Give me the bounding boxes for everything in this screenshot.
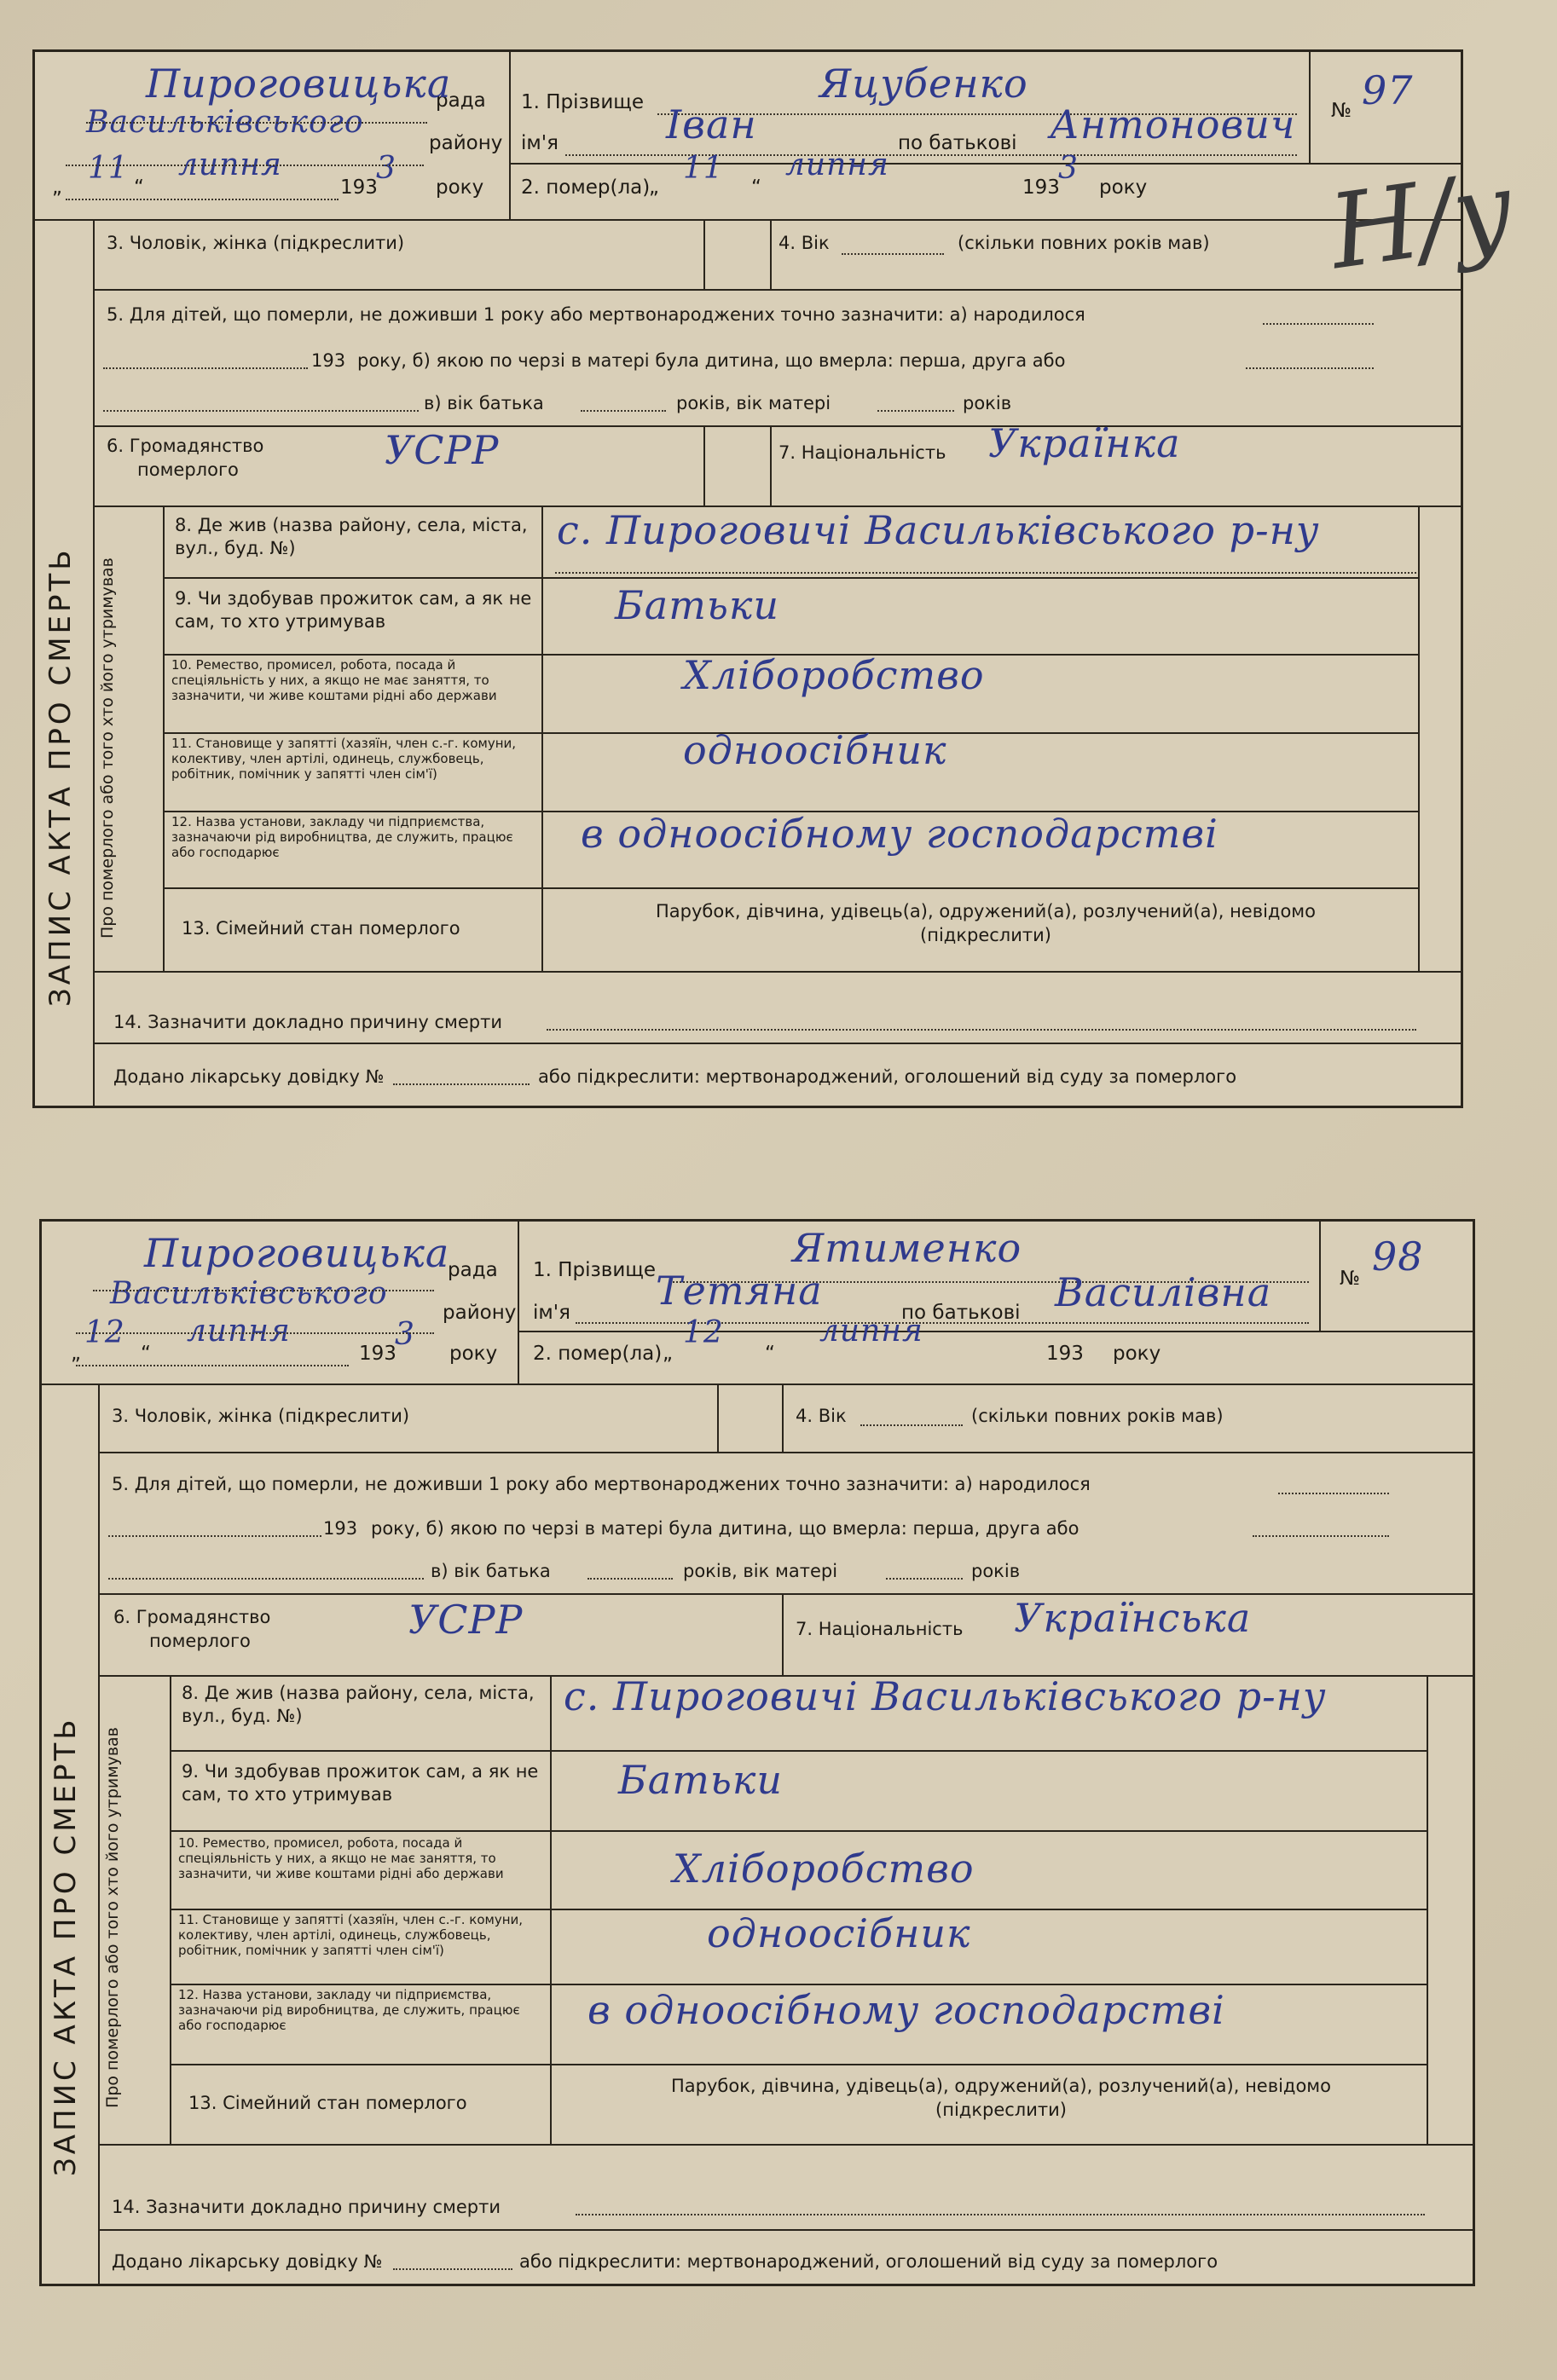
patronymic-value: Антонович: [1050, 101, 1296, 147]
residence-value: с. Пироговичі Васильківського р-ну: [557, 507, 1320, 553]
raion-label: району: [429, 132, 503, 154]
raion-value: Васильківського: [86, 105, 364, 140]
side-group-label: Про померлого або того хто його утримував: [98, 557, 117, 939]
record-day: 11: [88, 151, 129, 186]
death-month-value: липня: [785, 147, 889, 182]
status-value: одноосібник: [683, 727, 947, 773]
rada-label: рада: [436, 90, 486, 112]
record-month: липня: [178, 147, 282, 182]
workplace-value: в одноосібному господарстві: [581, 811, 1218, 857]
citizenship-value: УСРР: [385, 427, 500, 473]
death-record-form-98: рада Пироговицька району Васильківського „ 12 “ липня 193 3 року 1. Прізвище Ятименко ім'я Тетяна по батькові Василівна 2. помер(ла) „ 12 “ липня 193 року № 98 ЗАПИС АКТА ПРО СМЕРТЬ 3. Чоловік, жінка (підкреслити) 4. Вік (скільки повних років мав) 5. Для дітей, що померли, не доживши 1 року або мертвонароджених точно зазначити: а) народилося 193 року, б) якою по черзі в матері була дитина, що вмерла: перша, друга або в) вік батька років, вік матері років 6. Громадянство померлого УСРР 7. Національність Українська Про померлого або того хто його утримував 8. Де жив (назва району, села, міста, вул., буд. №) с. Пироговичі Васильківського р-ну 9. Чи здобував прожиток сам, а як не сам, то хто утримував Батьки 10. Ремество, промисел, робота, посада й спеціяльність у них, а якщо не має заняття, то зазначити, чи живе коштами рідні або держави Хліборобство 11. Становище у запятті (хазяїн, член с.-г. комуни, колективу, член артілі, одинець, службовець, робітник, помічник у запятті член сім'ї) одноосібник 12. Назва установи, закладу чи підприємства, зазначаючи рід виробництва, де служить, працює або господарює в одноосібному господарстві 13. Сімейний стан померлого Парубок, дівчина, удівець(а), одружений(а), розлучений(а), невідомо (підкреслити) 14. Зазначити докладно причину смерти Додано лікарську довідку № або підкреслити: мертвонароджений, оголошений від суду за померлого: [39, 1219, 1475, 2286]
number-label: №: [1331, 100, 1352, 122]
rada-value: Пироговицька: [146, 61, 452, 107]
pencil-annotation: Н/у: [1323, 149, 1521, 293]
marital-options: Парубок, дівчина, удівець(а), одружений(а), розлучений(а), невідомо (підкреслити): [655, 901, 1316, 945]
death-day-value: 11: [683, 151, 724, 186]
surname-value: Яцубенко: [819, 61, 1028, 107]
record-number: 97: [1362, 67, 1414, 113]
death-record-form-97: рада Пироговицька району Васильківського „ 11 “ липня 193 3 року 1. Прізвище Яцубенко ім'я Іван по батькові Антонович 2. помер(ла) „ 11 “ липня 193 3 року № 97 ЗАПИС АКТА ПРО СМЕРТЬ 3. Чоловік, жінка (підкреслити) 4. Вік (скільки повних років мав) 5. Для дітей, що померли, не доживши 1 року або мертвонароджених точно зазначити: а) народилося 193 року, б) якою по черзі в матері була дитина, що вмерла: перша, друга або в) вік батька років, вік матері років 6. Громадянство померлого УСРР 7. Національність Українка Про померлого або того хто його утримував 8. Де жив (назва району, села, міста, вул., буд. №) с. Пироговичі Васильківського р-ну 9. Чи здобував прожиток сам, а як не сам, то хто утримував Батьки 10. Ремество, промисел, робота, посада й спеціяльність у них, а якщо не має заняття, то зазначити, чи живе коштами рідні або держави Хліборобство 11. Становище у запятті (хазяїн, член с.-г. комуни, колективу, член артілі, одинець, службовець, робітник, помічник у запятті член сім'ї) одноосібник 12. Назва установи, закладу чи підприємства, зазначаючи рід виробництва, де служить, працює або господарює в одноосібному господарстві 13. Сімейний стан померлого Парубок, дівчина, удівець(а), одружений(а), розлучений(а), невідомо (підкреслити) 14. Зазначити докладно причину смерти Додано лікарську довідку № або підкреслити: мертвонароджений, оголошений від суду за померлого: [32, 49, 1463, 1108]
side-title: ЗАПИС АКТА ПРО СМЕРТЬ: [43, 546, 78, 1007]
name-value: Іван: [666, 101, 757, 147]
nationality-value: Українка: [988, 420, 1181, 466]
occupation-value: Хліборобство: [683, 652, 985, 698]
support-value: Батьки: [615, 582, 779, 628]
